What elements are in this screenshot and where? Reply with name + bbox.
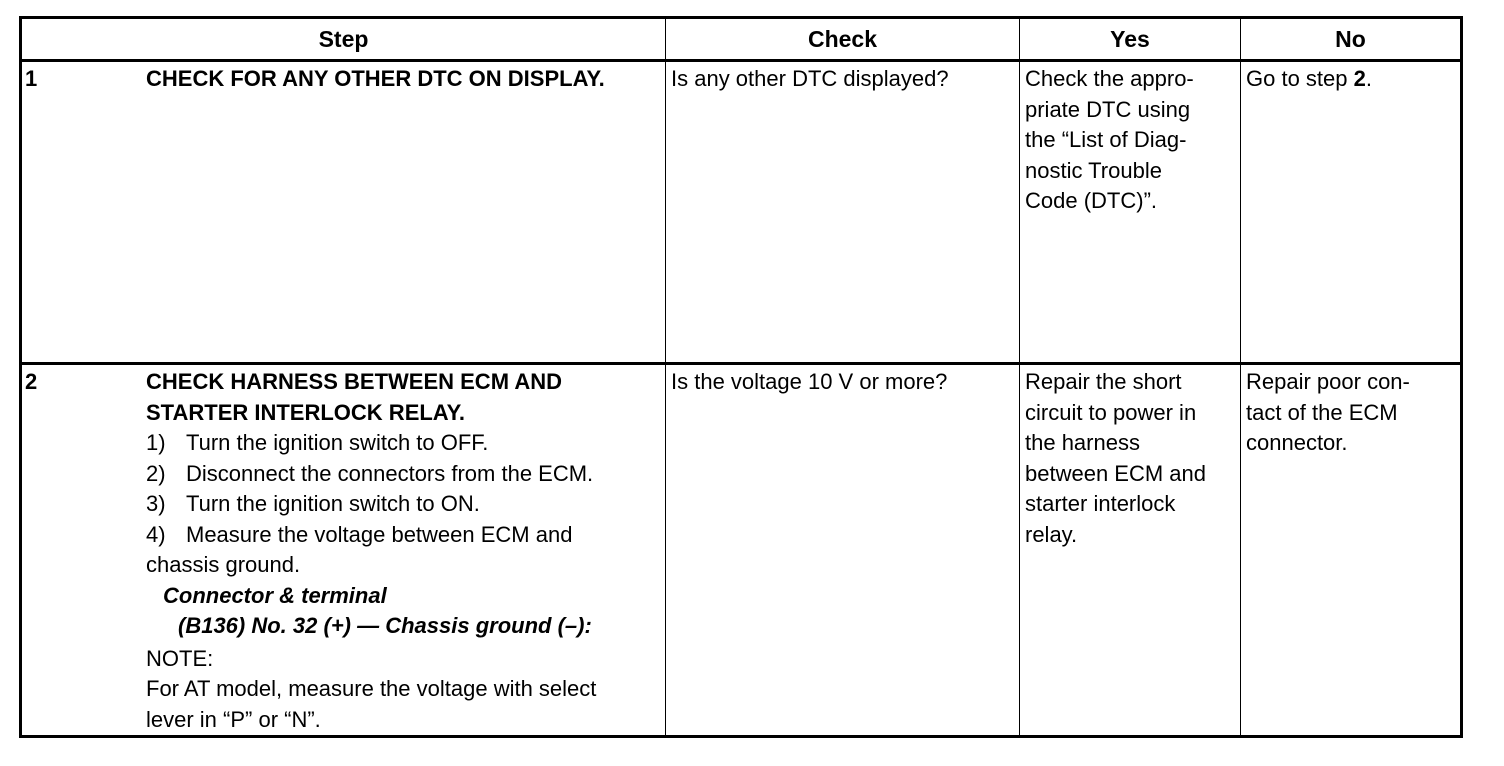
check-cell [666,61,1020,364]
step-cell [21,364,666,737]
yes-line: between ECM and [1025,460,1206,486]
step-cell [21,61,666,364]
header-no: No [1241,18,1462,61]
no-cell [1241,364,1462,737]
substep-text: Turn the ignition switch to ON. [186,491,480,516]
substep-number: 4) [146,521,166,547]
goto-step-number: 2 [1353,66,1366,91]
substep-text: Measure the voltage between ECM and [186,521,573,547]
substep-text: Disconnect the connectors from the ECM. [186,460,594,486]
substep-continuation: chassis ground. [146,552,301,577]
yes-line: Code (DTC)”. [1025,188,1158,213]
yes-line: nostic Trouble [1025,157,1162,183]
note-label: NOTE: [146,645,214,671]
header-check: Check [666,18,1020,61]
substep [146,489,660,520]
yes-line: starter interlock [1025,491,1176,516]
substep [146,520,660,551]
connector-title: Connector & terminal [163,582,387,608]
diagnostic-table [19,16,1463,738]
substep-number: 3) [146,491,166,516]
step-number: 1 [25,66,38,91]
yes-line: priate DTC using [1025,96,1191,122]
check-text: Is the voltage 10 V or more? [671,369,948,394]
table-row [21,364,1462,737]
substep [146,428,660,459]
step-title: STARTER INTERLOCK RELAY. [146,399,466,425]
step-title: CHECK HARNESS BETWEEN ECM AND [146,369,562,394]
yes-line: Repair the short [1025,369,1182,394]
no-cell [1241,61,1462,364]
yes-line: the “List of Diag- [1025,127,1187,152]
yes-line: the harness [1025,430,1140,455]
yes-cell [1020,364,1241,737]
no-line: tact of the ECM [1246,399,1398,425]
yes-line: Check the appro- [1025,66,1194,91]
substep-number: 1) [146,430,166,455]
connector-value: (B136) No. 32 (+) — Chassis ground (–): [178,613,592,638]
check-text: Is any other DTC displayed? [671,66,949,91]
step-title: CHECK FOR ANY OTHER DTC ON DISPLAY. [146,66,605,91]
step-number: 2 [25,369,38,394]
note-line: lever in “P” or “N”. [146,706,321,732]
goto-suffix: . [1365,66,1372,91]
yes-line: relay. [1025,521,1078,547]
yes-cell [1020,61,1241,364]
note-line: For AT model, measure the voltage with select [146,676,597,701]
no-line: Repair poor con- [1246,369,1410,394]
substep-number: 2) [146,460,166,486]
header-step: Step [21,18,666,61]
table-row [21,61,1462,364]
yes-line: circuit to power in [1025,399,1197,425]
substep-text: Turn the ignition switch to OFF. [186,430,489,455]
no-line: connector. [1246,430,1348,455]
goto-prefix: Go to step [1246,66,1354,91]
goto-step-text [1246,64,1455,95]
header-yes: Yes [1020,18,1241,61]
header-row [21,18,1462,61]
check-cell [666,364,1020,737]
substep [146,459,660,490]
